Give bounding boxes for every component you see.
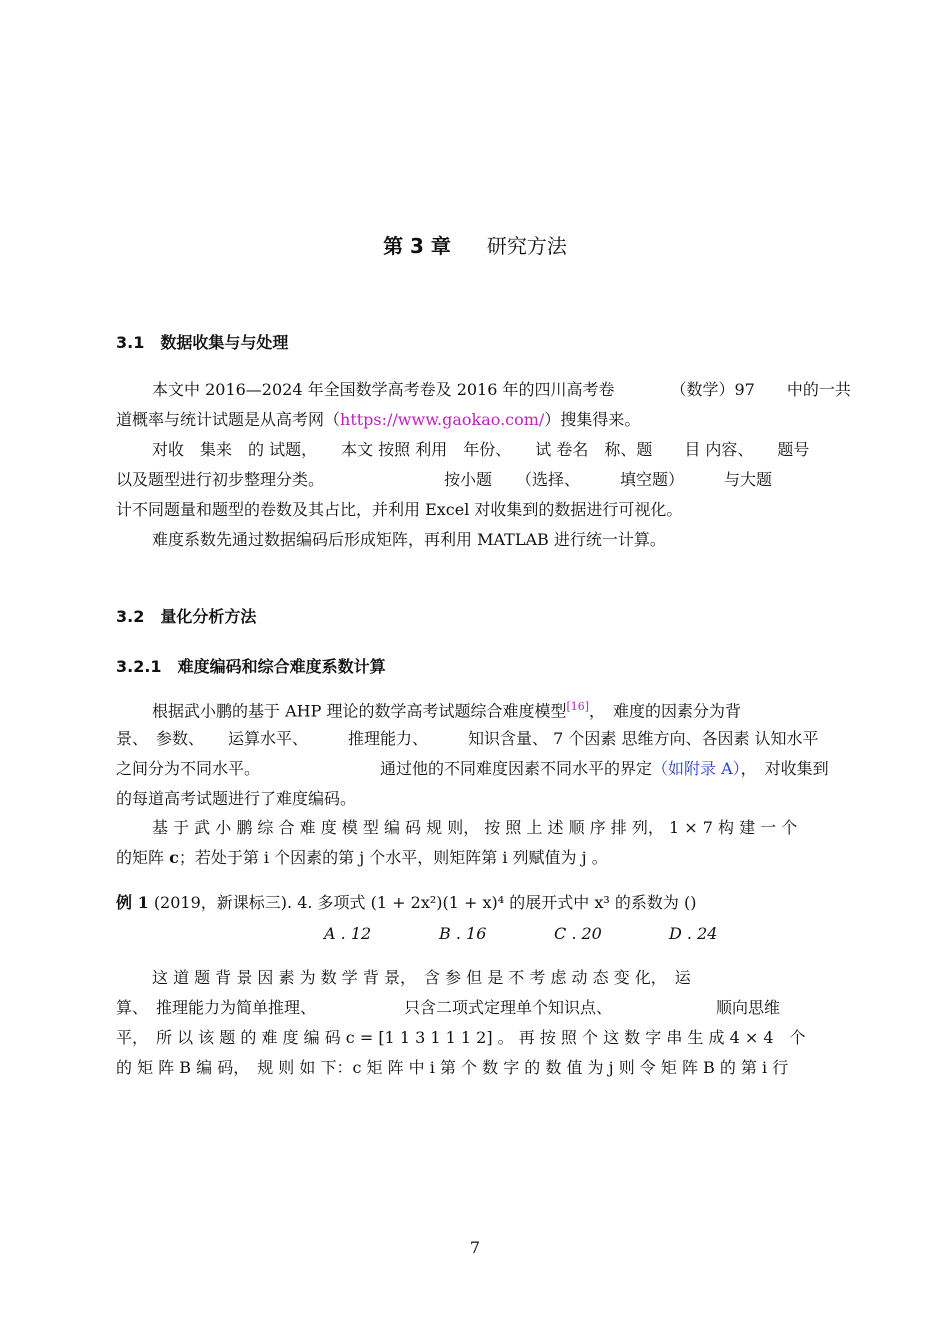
example-line bbox=[116, 893, 696, 913]
paragraph-line: 平， 所 以 该 题 的 难 度 编 码 c = [1 1 3 1 1 1 2] 。 再 按 照 个 这 数 字 串 生 成 4 × 4 个 bbox=[116, 1028, 806, 1047]
text-span: 根据武小鹏的基于 AHP 理论的数学高考试题综合难度模型 bbox=[152, 701, 567, 721]
answer-choices bbox=[324, 924, 784, 943]
section-number: 3.2 bbox=[116, 607, 145, 626]
subsection-number: 3.2.1 bbox=[116, 657, 162, 676]
paragraph-line bbox=[116, 848, 608, 868]
text-span: 的矩阵 bbox=[116, 848, 170, 867]
paragraph-line: 本文中 2016—2024 年全国数学高考卷及 2016 年的四川高考卷 （数学）97 中的一共 bbox=[152, 380, 851, 399]
paragraph-line: 景、 参数、 运算水平、 推理能力、 知识含量、 7 个因素 思维方向、各因素 认知水平 bbox=[116, 729, 819, 748]
chapter-title bbox=[0, 230, 950, 259]
paragraph-line bbox=[152, 697, 741, 721]
example-label: 例 1 bbox=[116, 893, 149, 912]
text-span: 之间分为不同水平。 通过他的不同难度因素不同水平的界定 bbox=[116, 759, 653, 778]
choice-b: B . 16 bbox=[439, 924, 487, 943]
citation-link[interactable]: [16] bbox=[566, 700, 590, 713]
example-question: 4. 多项式 (1 + 2x²)(1 + x)⁴ 的展开式中 x³ 的系数为 () bbox=[292, 893, 697, 912]
paragraph-line: 难度系数先通过数据编码后形成矩阵，再利用 MATLAB 进行统一计算。 bbox=[152, 530, 666, 549]
paragraph-line: 以及题型进行初步整理分类。 按小题 （选择、 填空题） 与大题 bbox=[116, 470, 773, 489]
text-span: ）搜集得来。 bbox=[544, 410, 641, 429]
page-number: 7 bbox=[469, 1238, 481, 1257]
text-span: ；若处于第 i 个因素的第 j 个水平，则矩阵第 i 列赋值为 j 。 bbox=[178, 848, 608, 867]
appendix-link[interactable]: （如附录 A） bbox=[652, 759, 741, 778]
section-heading-3-1 bbox=[116, 330, 288, 353]
paragraph-line: 对收 集来 的 试题， 本文 按照 利用 年份、 试 卷名 称、题 目 内容、 题号 bbox=[152, 440, 810, 459]
text-span: ， 难度的因素分为背 bbox=[589, 701, 742, 721]
paragraph-line: 的每道高考试题进行了难度编码。 bbox=[116, 789, 357, 808]
section-title: 数据收集与与处理 bbox=[160, 333, 289, 352]
choice-c: C . 20 bbox=[554, 924, 602, 943]
example-source: (2019，新课标三). bbox=[153, 893, 293, 912]
paragraph-line: 基 于 武 小 鹏 综 合 难 度 模 型 编 码 规 则， 按 照 上 述 顺 序 排 列， 1 × 7 构 建 一 个 bbox=[152, 818, 798, 837]
paragraph-line: 这 道 题 背 景 因 素 为 数 学 背 景， 含 参 但 是 不 考 虑 动 态 变 化， 运 bbox=[152, 968, 691, 987]
section-title: 量化分析方法 bbox=[160, 607, 257, 626]
subsection-title: 难度编码和综合难度系数计算 bbox=[177, 657, 386, 676]
choice-a: A . 12 bbox=[324, 924, 372, 943]
paragraph-line bbox=[116, 410, 640, 430]
subsection-heading-3-2-1 bbox=[116, 654, 386, 677]
paragraph-line: 算、 推理能力为简单推理、 只含二项式定理单个知识点、 顺向思维 bbox=[116, 998, 781, 1017]
section-heading-3-2 bbox=[116, 604, 256, 627]
chapter-number: 第 3 章 bbox=[383, 234, 451, 258]
text-span: ， 对收集到 bbox=[740, 759, 829, 778]
choice-d: D . 24 bbox=[669, 924, 718, 943]
paragraph-line: 计不同题量和题型的卷数及其占比，并利用 Excel 对收集到的数据进行可视化。 bbox=[116, 500, 683, 519]
text-span: 道概率与统计试题是从高考网（ bbox=[116, 410, 341, 429]
paragraph-line bbox=[116, 759, 829, 779]
matrix-symbol: c bbox=[169, 848, 179, 867]
chapter-name: 研究方法 bbox=[486, 234, 567, 258]
paragraph-line: 的 矩 阵 B 编 码， 规 则 如 下：c 矩 阵 中 i 第 个 数 字 的 数 值 为 j 则 令 矩 阵 B 的 第 i 行 bbox=[116, 1058, 789, 1077]
section-number: 3.1 bbox=[116, 333, 145, 352]
gaokao-link[interactable]: https://www.gaokao.com/ bbox=[340, 410, 545, 429]
